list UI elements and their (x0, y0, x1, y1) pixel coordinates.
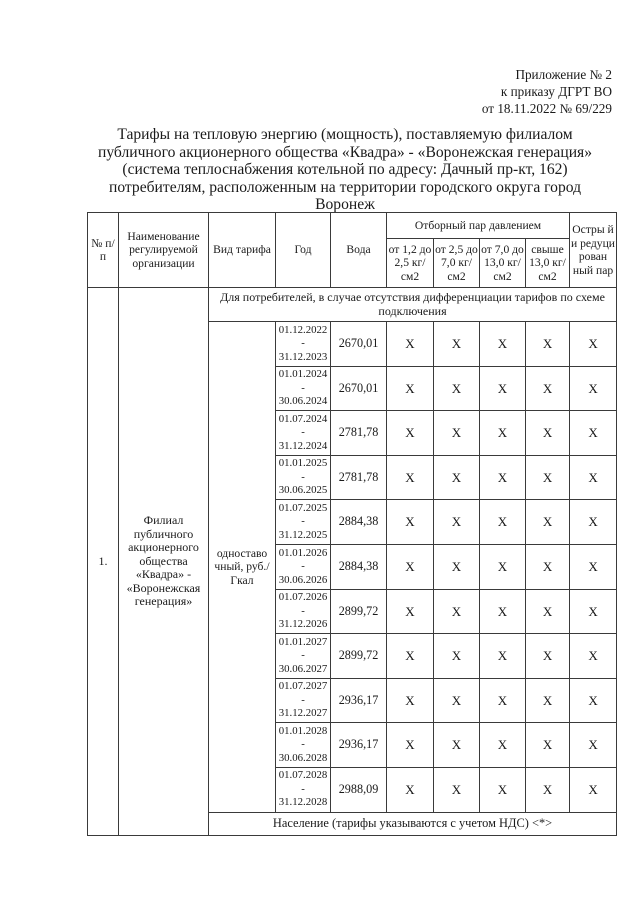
steam-1-value: X (387, 634, 434, 679)
steam-4-value: X (526, 678, 570, 723)
steam-3-value: X (480, 322, 526, 367)
header-organization: Наименование регулируемой организации (119, 213, 209, 288)
steam-4-value: X (526, 500, 570, 545)
period-cell: 01.12.2022 - 31.12.2023 (276, 322, 331, 367)
water-value: 2988,09 (331, 767, 387, 812)
title-line: потребителям, расположенным на территории городского округа город (108, 178, 582, 196)
steam-4-value: X (526, 634, 570, 679)
steam-1-value: X (387, 723, 434, 768)
steam-1-value: X (387, 366, 434, 411)
steam-1-value: X (387, 500, 434, 545)
period-cell: 01.01.2027 - 30.06.2027 (276, 634, 331, 679)
sharp-steam-value: X (570, 678, 617, 723)
steam-3-value: X (480, 723, 526, 768)
period-cell: 01.07.2027 - 31.12.2027 (276, 678, 331, 723)
steam-4-value: X (526, 322, 570, 367)
period-cell: 01.01.2025 - 30.06.2025 (276, 455, 331, 500)
period-cell: 01.01.2026 - 30.06.2026 (276, 544, 331, 589)
period-cell: 01.01.2028 - 30.06.2028 (276, 723, 331, 768)
organization-name: Филиал публичного акционерного общества «Квадра» - «Воронежская генерация» (119, 288, 209, 836)
appendix-number: Приложение № 2 (515, 67, 612, 82)
steam-2-value: X (434, 589, 480, 634)
water-value: 2899,72 (331, 634, 387, 679)
steam-2-value: X (434, 455, 480, 500)
steam-4-value: X (526, 544, 570, 589)
row-number: 1. (88, 288, 119, 836)
tariff-type: одноставо чный, руб./Гкал (209, 322, 276, 813)
steam-3-value: X (480, 678, 526, 723)
steam-3-value: X (480, 767, 526, 812)
steam-1-value: X (387, 411, 434, 456)
section-label: Для потребителей, в случае отсутствия дифференциации тарифов по схеме подключения (209, 288, 617, 322)
steam-2-value: X (434, 767, 480, 812)
period-cell: 01.07.2028 - 31.12.2028 (276, 767, 331, 812)
steam-2-value: X (434, 634, 480, 679)
period-cell: 01.01.2024 - 30.06.2024 (276, 366, 331, 411)
steam-3-value: X (480, 544, 526, 589)
title-line: Тарифы на тепловую энергию (мощность), поставляемую филиалом (117, 126, 573, 143)
document-title (90, 126, 600, 214)
sharp-steam-value: X (570, 366, 617, 411)
appendix-order-date: от 18.11.2022 № 69/229 (481, 101, 612, 116)
sharp-steam-value: X (570, 544, 617, 589)
water-value: 2884,38 (331, 544, 387, 589)
sharp-steam-value: X (570, 723, 617, 768)
header-steam-3: от 7,0 до 13,0 кг/см2 (480, 239, 526, 288)
title-line: (система теплоснабжения котельной по адресу: Дачный пр-кт, 162) (122, 161, 568, 179)
appendix-order: к приказу ДГРТ ВО (500, 84, 612, 99)
sharp-steam-value: X (570, 411, 617, 456)
sharp-steam-value: X (570, 455, 617, 500)
steam-4-value: X (526, 767, 570, 812)
steam-2-value: X (434, 544, 480, 589)
steam-2-value: X (434, 411, 480, 456)
water-value: 2936,17 (331, 678, 387, 723)
steam-2-value: X (434, 322, 480, 367)
water-value: 2781,78 (331, 455, 387, 500)
header-steam-4: свыше 13,0 кг/см2 (526, 239, 570, 288)
header-steam-2: от 2,5 до 7,0 кг/см2 (434, 239, 480, 288)
steam-3-value: X (480, 455, 526, 500)
steam-4-value: X (526, 455, 570, 500)
title-line: Воронеж (315, 196, 375, 214)
appendix-reference (482, 66, 612, 117)
sharp-steam-value: X (570, 589, 617, 634)
steam-2-value: X (434, 500, 480, 545)
header-num: № п/п (88, 213, 119, 288)
steam-3-value: X (480, 411, 526, 456)
water-value: 2884,38 (331, 500, 387, 545)
steam-1-value: X (387, 767, 434, 812)
steam-2-value: X (434, 366, 480, 411)
steam-1-value: X (387, 322, 434, 367)
water-value: 2781,78 (331, 411, 387, 456)
steam-4-value: X (526, 723, 570, 768)
period-cell: 01.07.2024 - 31.12.2024 (276, 411, 331, 456)
steam-1-value: X (387, 455, 434, 500)
period-cell: 01.07.2025 - 31.12.2025 (276, 500, 331, 545)
water-value: 2670,01 (331, 366, 387, 411)
header-water: Вода (331, 213, 387, 288)
water-value: 2899,72 (331, 589, 387, 634)
period-cell: 01.07.2026 - 31.12.2026 (276, 589, 331, 634)
sharp-steam-value: X (570, 322, 617, 367)
steam-3-value: X (480, 366, 526, 411)
steam-2-value: X (434, 723, 480, 768)
steam-4-value: X (526, 366, 570, 411)
header-year: Год (276, 213, 331, 288)
water-value: 2670,01 (331, 322, 387, 367)
sharp-steam-value: X (570, 500, 617, 545)
water-value: 2936,17 (331, 723, 387, 768)
header-tariff-type: Вид тарифа (209, 213, 276, 288)
steam-4-value: X (526, 589, 570, 634)
steam-2-value: X (434, 678, 480, 723)
steam-1-value: X (387, 589, 434, 634)
population-section-label: Население (тарифы указываются с учетом НДС) <*> (209, 812, 617, 835)
steam-3-value: X (480, 634, 526, 679)
steam-1-value: X (387, 678, 434, 723)
header-steam-1: от 1,2 до 2,5 кг/см2 (387, 239, 434, 288)
header-sharp-steam: Остры й и редуци рован ный пар (570, 213, 617, 288)
steam-1-value: X (387, 544, 434, 589)
header-steam-group: Отборный пар давлением (387, 213, 570, 239)
steam-3-value: X (480, 589, 526, 634)
sharp-steam-value: X (570, 634, 617, 679)
tariff-table (87, 212, 617, 836)
title-line: публичного акционерного общества «Квадра» - «Воронежская генерация» (97, 143, 593, 161)
steam-4-value: X (526, 411, 570, 456)
steam-3-value: X (480, 500, 526, 545)
sharp-steam-value: X (570, 767, 617, 812)
